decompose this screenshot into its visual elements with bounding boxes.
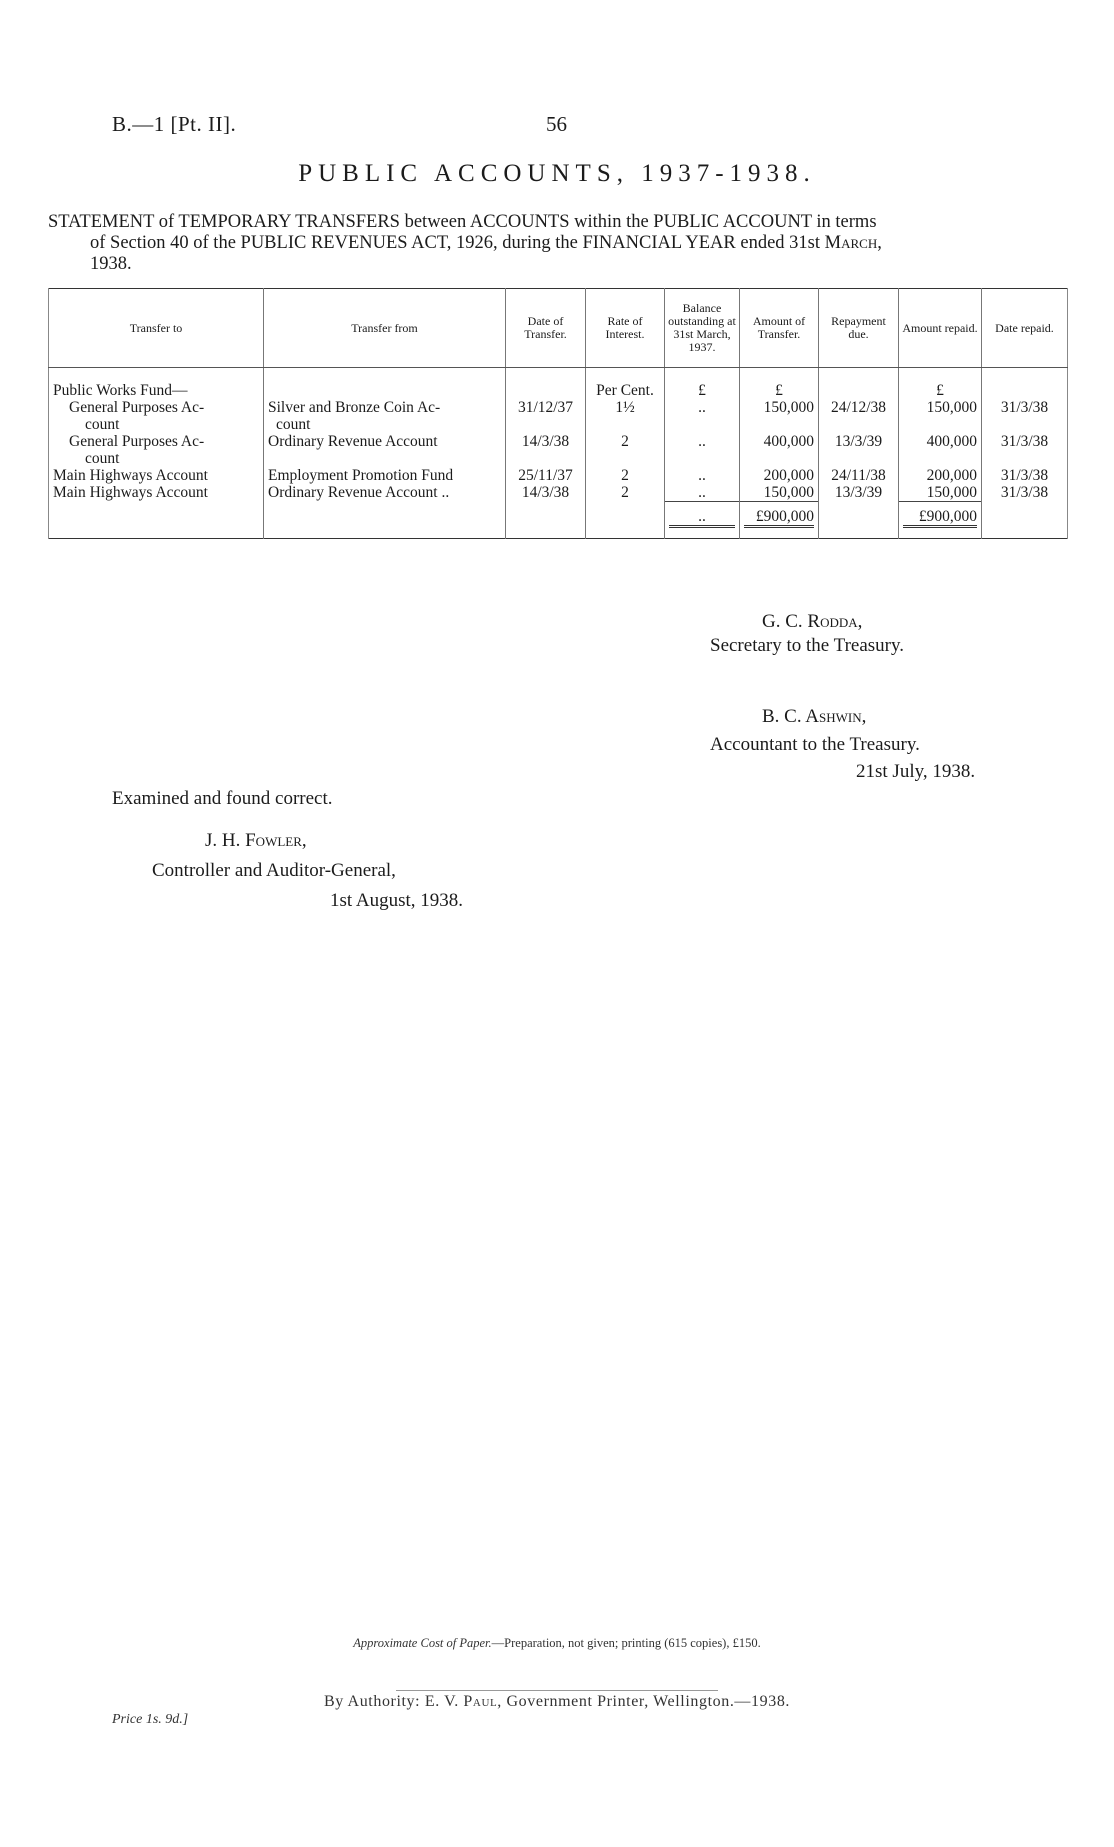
header-transfer-from: Transfer from — [264, 289, 506, 368]
auditor-date: 1st August, 1938. — [330, 890, 464, 911]
treasury-secretary-name: G. C. Rodda, — [762, 611, 863, 632]
cell-balance: .. — [665, 433, 740, 467]
authority-printer: E. V. Paul, — [424, 1693, 502, 1710]
cell-transfer-from-line-b: count — [276, 416, 311, 433]
total-balance-value: .. — [669, 508, 735, 528]
cell-balance: .. — [665, 484, 740, 502]
cost-label: Approximate Cost of Paper. — [353, 1636, 492, 1650]
cell-amount: 200,000 — [740, 467, 819, 484]
cell-amount: 150,000 — [740, 399, 819, 433]
header-date-repaid: Date repaid. — [982, 289, 1068, 368]
statement-line-1: STATEMENT of TEMPORARY TRANSFERS between ACCOUNTS within the PUBLIC ACCOUNT in terms — [48, 212, 877, 232]
cell-rate: 2 — [586, 484, 665, 502]
cell-transfer-to: Main Highways Account — [49, 467, 264, 484]
cell-rate: 2 — [586, 433, 665, 467]
cell-transfer-from-line-a: Ordinary Revenue Account — [268, 433, 438, 450]
cell-date-repaid: 31/3/38 — [982, 484, 1068, 502]
treasury-secretary-title: Secretary to the Treasury. — [710, 635, 904, 656]
total-balance — [665, 502, 740, 539]
cost-of-paper-note — [0, 1636, 1114, 1651]
footer-rule — [396, 1690, 718, 1691]
auditor-title: Controller and Auditor-General, — [152, 860, 396, 881]
cell-balance: .. — [665, 399, 740, 433]
cell-amount-repaid: 400,000 — [899, 433, 982, 467]
totals-row — [49, 502, 1068, 539]
cell-transfer-from-line-a: Silver and Bronze Coin Ac- — [268, 399, 441, 416]
cell-rate: 2 — [586, 467, 665, 484]
page-title: PUBLIC ACCOUNTS, 1937-1938. — [298, 160, 816, 187]
cell-transfer-from: Employment Promotion Fund — [264, 467, 506, 484]
accountant-title: Accountant to the Treasury. — [710, 734, 920, 755]
page-number: 56 — [546, 112, 567, 136]
table-header-row — [49, 289, 1068, 368]
header-amount-of-transfer: Amount of Transfer. — [740, 289, 819, 368]
cell-transfer-to-line-a: General Purposes Ac- — [69, 399, 205, 416]
cell-transfer-to — [49, 433, 264, 467]
spacer-row — [49, 368, 1068, 383]
transfers-table-container — [48, 288, 1068, 539]
cell-amount-repaid: 150,000 — [899, 484, 982, 502]
cell-date-repaid: 31/3/38 — [982, 433, 1068, 467]
cell-transfer-to-line-b: count — [85, 450, 120, 467]
cost-text: —Preparation, not given; printing (615 copies), £150. — [491, 1636, 761, 1650]
cell-transfer-from — [264, 433, 506, 467]
cell-repayment-due: 13/3/39 — [819, 433, 899, 467]
cell-amount: 150,000 — [740, 484, 819, 502]
document-reference: B.—1 [Pt. II]. — [112, 112, 237, 136]
cell-amount-repaid: 150,000 — [899, 399, 982, 433]
cell-repayment-due: 13/3/39 — [819, 484, 899, 502]
cell-transfer-to: Main Highways Account — [49, 484, 264, 502]
header-date-of-transfer: Date of Transfer. — [506, 289, 586, 368]
cell-transfer-to-line-b: count — [85, 416, 120, 433]
auditor-name: J. H. Fowler, — [205, 830, 307, 851]
table-row — [49, 433, 1068, 467]
cell-amount: 400,000 — [740, 433, 819, 467]
transfers-table — [48, 288, 1068, 539]
cell-date-repaid: 31/3/38 — [982, 399, 1068, 433]
statement-line-2-text: of Section 40 of the PUBLIC REVENUES ACT, 1926, during the FINANCIAL YEAR ended 31st — [90, 233, 821, 253]
total-repaid — [899, 502, 982, 539]
price-note: Price 1s. 9d.] — [112, 1712, 189, 1727]
cell-date: 14/3/38 — [506, 484, 586, 502]
statement-heading — [48, 212, 1058, 275]
cell-date: 31/12/37 — [506, 399, 586, 433]
cell-rate: 1½ — [586, 399, 665, 433]
cell-transfer-from — [264, 399, 506, 433]
unit-repaid: £ — [899, 382, 982, 399]
cell-date: 25/11/37 — [506, 467, 586, 484]
total-repaid-value: £900,000 — [903, 508, 977, 528]
group-label: Public Works Fund— — [49, 382, 264, 399]
examined-statement: Examined and found correct. — [112, 788, 333, 809]
unit-rate: Per Cent. — [586, 382, 665, 399]
authority-prefix: By Authority: — [323, 1693, 421, 1710]
table-row — [49, 467, 1068, 484]
units-row — [49, 382, 1068, 399]
cell-repayment-due: 24/11/38 — [819, 467, 899, 484]
header-transfer-to: Transfer to — [49, 289, 264, 368]
total-amount — [740, 502, 819, 539]
total-amount-value: £900,000 — [744, 508, 814, 528]
cell-transfer-to — [49, 399, 264, 433]
printing-authority — [0, 1693, 1114, 1711]
header-balance-outstanding: Balance outstanding at 31st March, 1937. — [665, 289, 740, 368]
header-rate-of-interest: Rate of Interest. — [586, 289, 665, 368]
cell-balance: .. — [665, 467, 740, 484]
statement-month: March, — [824, 233, 882, 253]
statement-line-3: 1938. — [90, 254, 132, 274]
cell-transfer-from: Ordinary Revenue Account .. — [264, 484, 506, 502]
accountant-date: 21st July, 1938. — [856, 761, 976, 782]
table-row — [49, 484, 1068, 502]
cell-date: 14/3/38 — [506, 433, 586, 467]
cell-repayment-due: 24/12/38 — [819, 399, 899, 433]
unit-balance: £ — [665, 382, 740, 399]
authority-suffix: Government Printer, Wellington.—1938. — [506, 1693, 791, 1710]
accountant-name: B. C. Ashwin, — [762, 706, 867, 727]
unit-amount: £ — [740, 382, 819, 399]
header-amount-repaid: Amount repaid. — [899, 289, 982, 368]
cell-amount-repaid: 200,000 — [899, 467, 982, 484]
header-repayment-due: Repayment due. — [819, 289, 899, 368]
statement-line-2 — [48, 233, 1058, 254]
cell-transfer-to-line-a: General Purposes Ac- — [69, 433, 205, 450]
cell-date-repaid: 31/3/38 — [982, 467, 1068, 484]
table-row — [49, 399, 1068, 433]
